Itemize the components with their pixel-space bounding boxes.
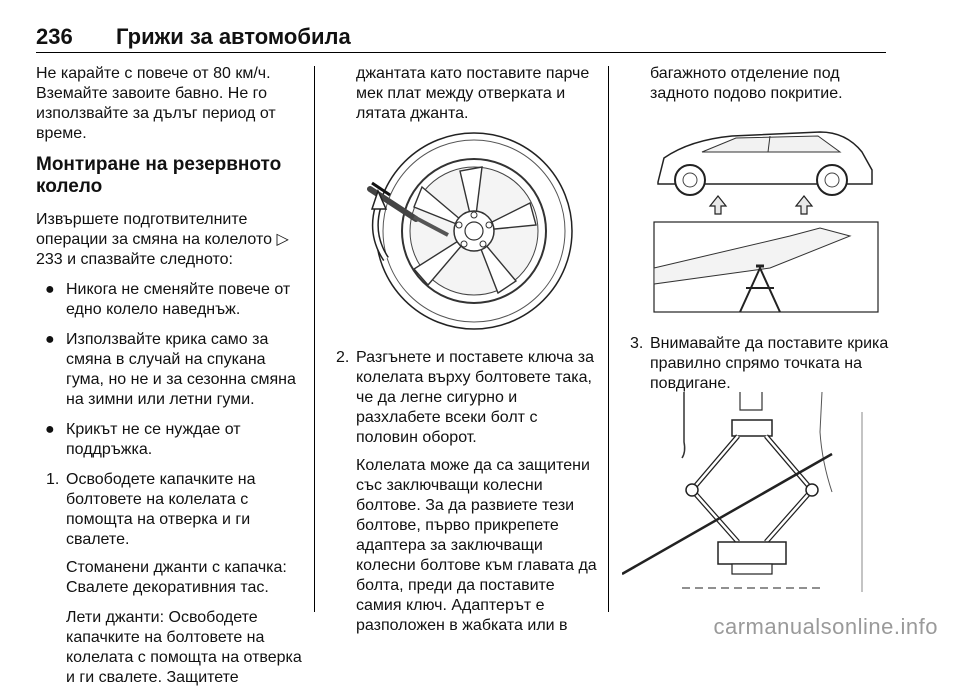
step-1 <box>36 470 304 550</box>
column-2 <box>326 64 598 134</box>
step-number: 1. <box>46 471 60 488</box>
page-title: Грижи за автомобила <box>116 24 351 49</box>
step-number: 3. <box>630 335 644 352</box>
page-number: 236 <box>36 24 73 49</box>
section-heading: Монтиране на резервното колело <box>36 154 282 197</box>
page-reference-link[interactable]: ▷ 233 и спазвайте следното: <box>36 231 289 268</box>
column-divider <box>314 66 315 612</box>
column-3 <box>620 64 890 114</box>
jack-illustration <box>622 392 884 600</box>
paragraph-speed-warning: Не карайте с повече от 80 км/ч. Вземайте завоите бавно. Не го използвайте за дълъг период от време. <box>36 65 276 142</box>
preparation-text: Извършете подготвителните операции за смяна на колелото <box>36 211 272 248</box>
step-text: Внимавайте да поставите крика правилно спрямо точката на повдигане. <box>650 335 889 392</box>
step-text: Разгънете и поставете ключа за колелата върху болтовете така, че да легне сигурно и разхлабете всеки болт с половин оборот. <box>356 349 594 446</box>
step-text: Освободете капачките на болтовете на колелата с помощта на отверка и ги свалете. <box>66 471 256 548</box>
jack-placement-figure <box>622 392 884 600</box>
paragraph-cloth-protection: джантата като поставите парче мек плат между отверката и лятата джанта. <box>356 65 590 122</box>
step-2 <box>326 348 598 448</box>
wheel-wrench-figure <box>356 125 592 333</box>
column-divider <box>608 66 609 612</box>
wheel-illustration <box>356 125 592 333</box>
bullet-item: ● Крикът не се нуждае от поддръжка. <box>45 421 241 458</box>
bullet-item: ● Никога не сменяйте повече от едно колело наведнъж. <box>45 281 291 318</box>
car-illustration <box>650 118 882 314</box>
watermark: carmanualsonline.info <box>713 614 938 639</box>
bullet-text: Никога не сменяйте повече от едно колело наведнъж. <box>66 281 291 318</box>
bullet-item: ● Използвайте крика само за смяна в случай на спукана гума, но не и за сезонна смяна на зимни или летни гуми. <box>45 331 296 408</box>
step-number: 2. <box>336 349 350 366</box>
step-1-steel-rims: Стоманени джанти с капачка: Свалете декоративния тас. <box>66 559 287 596</box>
step-2-locking-bolts: Колелата може да са защитени със заключващи колесни болтове. За да развиете тези болтове, първо прикрепете адаптера за заключващи колесни болтове към главата да болта, преди да поставите самия ключ. Адаптерът е разположен в жабката или в <box>356 457 597 634</box>
step-3 <box>620 334 890 394</box>
bullet-text: Крикът не се нуждае от поддръжка. <box>66 421 241 458</box>
paragraph-preparation <box>36 210 304 270</box>
column-2-lower <box>326 348 598 646</box>
car-lift-points-figure <box>650 118 882 314</box>
page-header <box>36 24 886 54</box>
bullet-text: Използвайте крика само за смяна в случай на спукана гума, но не и за сезонна смяна на зимни или летни гуми. <box>66 331 296 408</box>
column-1 <box>36 64 304 698</box>
step-1-alloy-rims: Лети джанти: Освободете капачките на болтовете на колелата с помощта на отверка и ги свалете. Защитете <box>66 609 302 686</box>
paragraph-trunk-location: багажното отделение под задното подово покритие. <box>650 65 843 102</box>
header-rule <box>36 52 886 53</box>
